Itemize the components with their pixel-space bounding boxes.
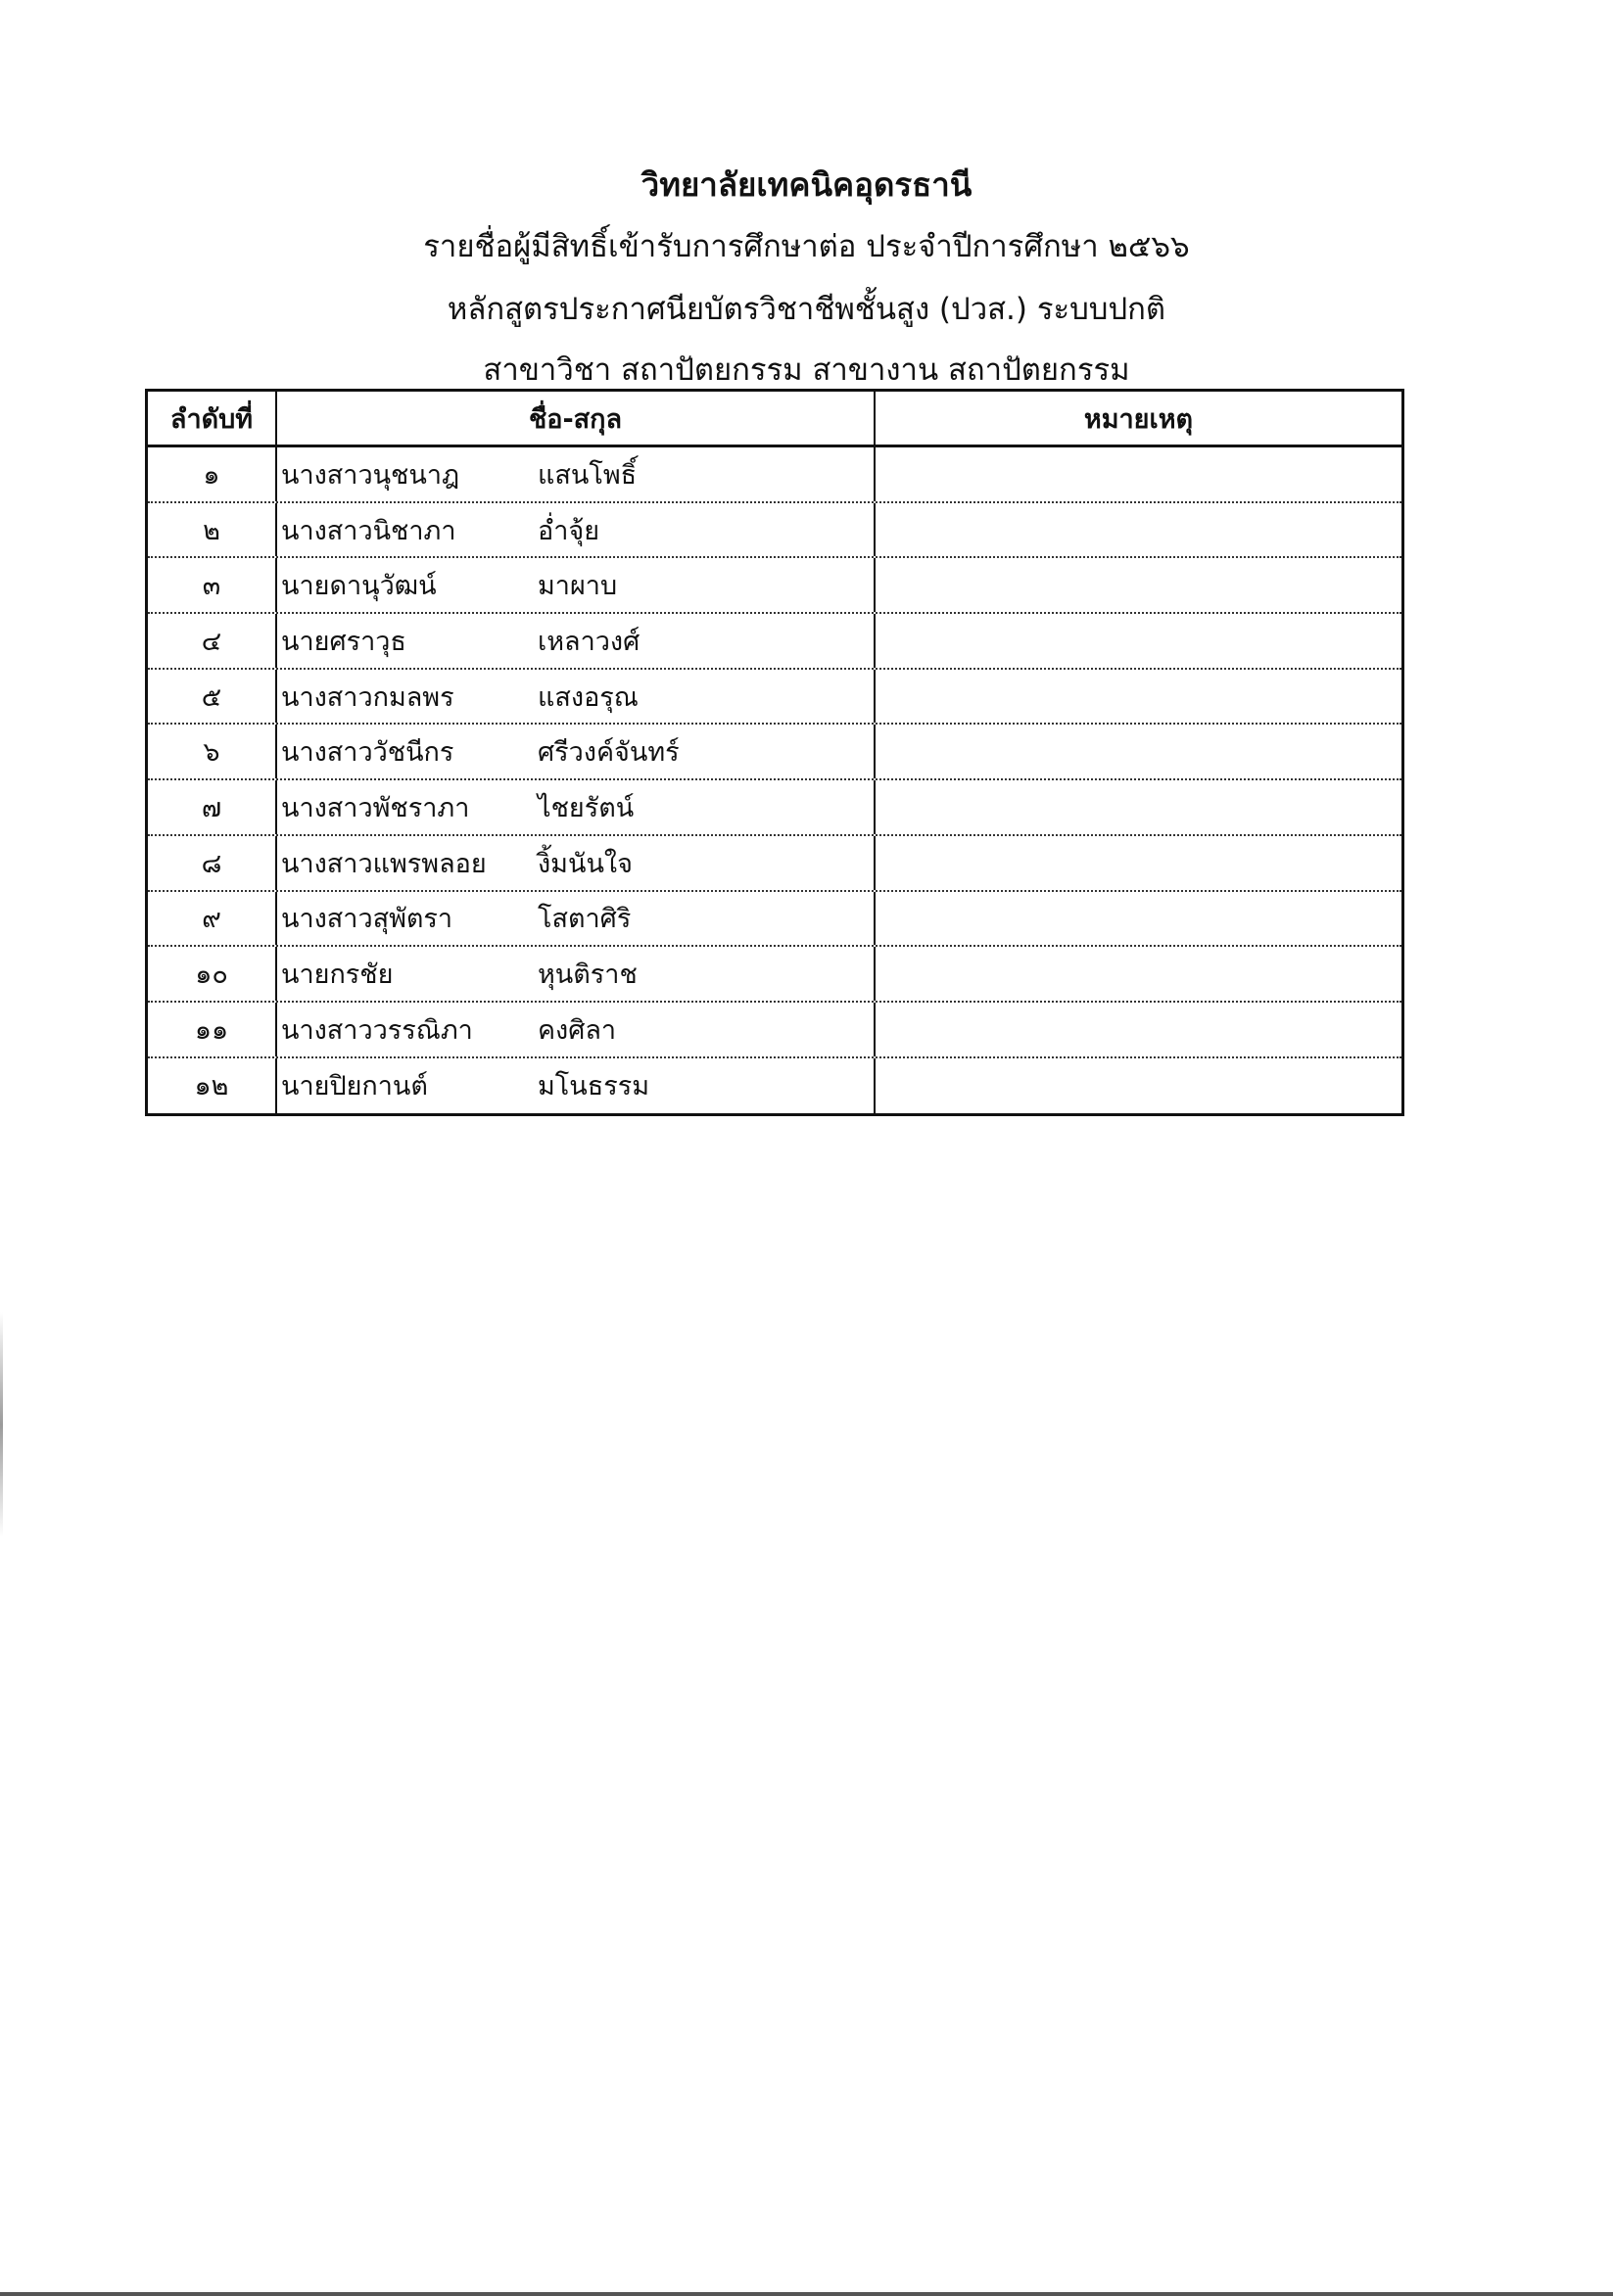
family-name: มาผาบ [538,571,618,602]
remarks-cell [876,558,1401,612]
remarks-cell [876,503,1401,557]
row-number: ๙ [148,892,277,946]
student-name-cell [277,780,876,834]
row-number: ๑ [148,447,277,501]
family-name: มโนธรรม [538,1071,650,1102]
table-row [148,1003,1401,1058]
table-row [148,725,1401,780]
scan-shadow-bottom [0,2292,1613,2296]
remarks-cell [876,836,1401,890]
table-row [148,892,1401,948]
student-name-cell [277,558,876,612]
family-name: หุนติราช [538,960,638,991]
family-name: แสงอรุณ [538,681,639,713]
family-name: ศรีวงค์จันทร์ [538,737,680,769]
row-number: ๔ [148,614,277,668]
row-number: ๖ [148,725,277,778]
family-name: โสตาศิริ [538,904,632,935]
given-name: นางสาววัชนีกร [281,737,454,769]
table-row [148,558,1401,614]
family-name: คงศิลา [538,1014,617,1046]
row-number: ๕ [148,670,277,724]
row-number: ๘ [148,836,277,890]
remarks-cell [876,447,1401,501]
major-subtitle: สาขาวิชา สถาปัตยกรรม สาขางาน สถาปัตยกรรม [483,352,1130,388]
given-name: นายศราวุธ [281,626,406,657]
column-header-name: ชื่อ-สกุล [277,392,876,445]
table-row [148,670,1401,726]
student-name-cell [277,614,876,668]
student-name-cell [277,892,876,946]
student-name-cell [277,725,876,778]
given-name: นางสาวนุชนาฎ [281,459,460,491]
remarks-cell [876,725,1401,778]
row-number: ๒ [148,503,277,557]
family-name: ไชยรัตน์ [538,792,635,823]
remarks-cell [876,670,1401,724]
table-row [148,780,1401,836]
remarks-cell [876,947,1401,1001]
remarks-cell [876,892,1401,946]
student-name-cell [277,1058,876,1114]
table-header [148,392,1401,447]
column-header-remarks: หมายเหตุ [1083,403,1194,435]
given-name: นายดานุวัฒน์ [281,571,437,602]
row-number: ๓ [148,558,277,612]
list-subtitle: รายชื่อผู้มีสิทธิ์เข้ารับการศึกษาต่อ ประจำปีการศึกษา ๒๕๖๖ [423,229,1190,264]
table-row [148,503,1401,559]
student-name-cell [277,670,876,724]
family-name: งิ้มนันใจ [538,848,633,879]
given-name: นางสาวนิชาภา [281,515,456,546]
remarks-cell [876,780,1401,834]
student-name-cell [277,947,876,1001]
student-name-cell [277,1003,876,1056]
remarks-cell [876,1058,1401,1114]
table-row [148,614,1401,670]
row-number: ๑๒ [148,1058,277,1114]
row-number: ๑๑ [148,1003,277,1056]
given-name: นางสาววรรณิภา [281,1014,473,1046]
family-name: อ่ำจุ้ย [538,515,600,546]
family-name: เหลาวงศ์ [538,626,640,657]
given-name: นางสาวแพรพลอย [281,848,487,879]
student-name-cell [277,447,876,501]
roster-table [145,389,1404,1116]
table-row [148,1058,1401,1114]
row-number: ๗ [148,780,277,834]
given-name: นางสาวสุพัตรา [281,904,453,935]
row-number: ๑๐ [148,947,277,1001]
scan-shadow-left [0,1312,3,1537]
program-subtitle: หลักสูตรประกาศนียบัตรวิชาชีพชั้นสูง (ปวส.) ระบบปกติ [447,292,1166,327]
table-body [148,447,1401,1113]
given-name: นางสาวกมลพร [281,681,454,713]
table-row [148,947,1401,1003]
student-name-cell [277,836,876,890]
family-name: แสนโพธิ์ [538,459,638,491]
student-name-cell [277,503,876,557]
document-title: วิทยาลัยเทคนิคอุดรธานี [640,165,973,204]
given-name: นายกรชัย [281,960,394,991]
remarks-cell [876,614,1401,668]
given-name: นางสาวพัชราภา [281,792,470,823]
table-row [148,447,1401,503]
column-header-number: ลำดับที่ [148,392,277,445]
remarks-cell [876,1003,1401,1056]
given-name: นายปิยกานต์ [281,1071,428,1102]
table-row [148,836,1401,892]
